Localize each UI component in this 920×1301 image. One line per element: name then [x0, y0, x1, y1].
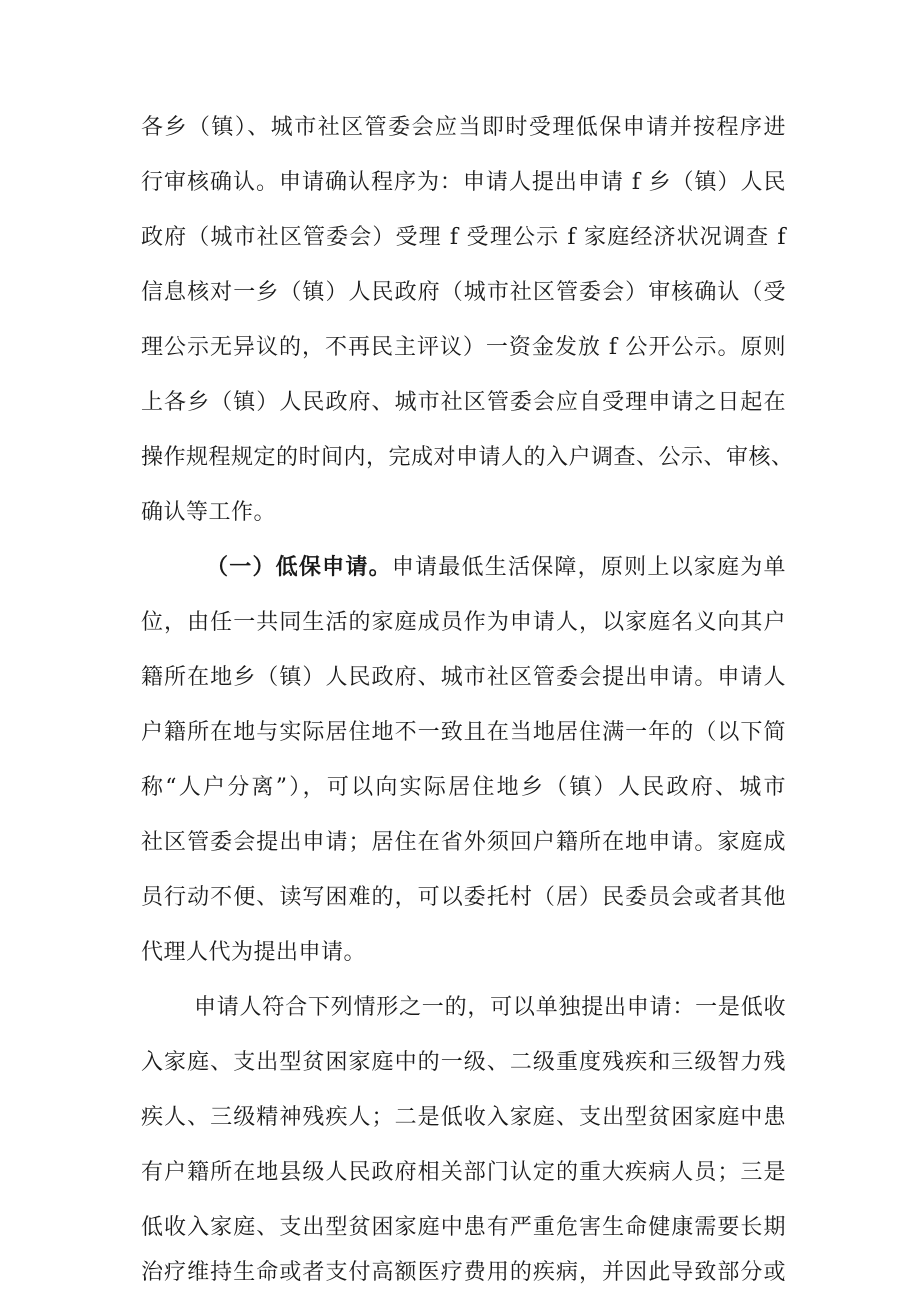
section-heading: （一）低保申请。	[206, 555, 392, 580]
paragraph-3-line-1: 申请人符合下列情形之一的，可以单独提出申请：一是低收	[194, 995, 786, 1020]
paragraph-1-line-3: 政府（城市社区管委会）受理 f 受理公示 f 家庭经济状况调查 f	[141, 225, 786, 250]
paragraph-3-line-4: 有户籍所在地县级人民政府相关部门认定的重大疾病人员；三是	[141, 1160, 786, 1185]
paragraph-2-line-4: 户籍所在地与实际居住地不一致且在当地居住满一年的（以下简	[141, 720, 786, 745]
paragraph-1-line-7: 操作规程规定的时间内，完成对申请人的入户调查、公示、审核、	[141, 445, 794, 470]
paragraph-2-line-8: 代理人代为提出申请。	[141, 940, 367, 965]
paragraph-2-line-1-text: 申请最低生活保障，原则上以家庭为单	[391, 555, 786, 580]
paragraph-3-line-3: 疾人、三级精神残疾人；二是低收入家庭、支出型贫困家庭中患	[141, 1105, 786, 1130]
paragraph-1-line-2: 行审核确认。申请确认程序为：申请人提出申请 f 乡（镇）人民	[141, 170, 786, 195]
paragraph-1-line-8: 确认等工作。	[141, 500, 277, 525]
paragraph-2-line-3: 籍所在地乡（镇）人民政府、城市社区管委会提出申请。申请人	[141, 665, 786, 690]
paragraph-1-line-4: 信息核对一乡（镇）人民政府（城市社区管委会）审核确认（受	[141, 280, 786, 305]
paragraph-2-line-5: 称“人户分离”），可以向实际居住地乡（镇）人民政府、城市	[141, 775, 786, 800]
paragraph-3-line-5: 低收入家庭、支出型贫困家庭中患有严重危害生命健康需要长期	[141, 1215, 786, 1240]
paragraph-2-line-1	[206, 548, 786, 588]
paragraph-1-line-1: 各乡（镇）、城市社区管委会应当即时受理低保申请并按程序进	[141, 115, 786, 140]
paragraph-1-line-5: 理公示无异议的，不再民主评议）一资金发放 f 公开公示。原则	[141, 335, 786, 360]
paragraph-2-line-2: 位，由任一共同生活的家庭成员作为申请人，以家庭名义向其户	[141, 610, 786, 635]
paragraph-3-line-2: 入家庭、支出型贫困家庭中的一级、二级重度残疾和三级智力残	[141, 1050, 786, 1075]
paragraph-2-line-6: 社区管委会提出申请；居住在省外须回户籍所在地申请。家庭成	[141, 830, 786, 855]
paragraph-1-line-6: 上各乡（镇）人民政府、城市社区管委会应自受理申请之日起在	[141, 390, 786, 415]
paragraph-3-line-6: 治疗维持生命或者支付高额医疗费用的疾病，并因此导致部分或	[141, 1260, 786, 1285]
paragraph-2-line-7: 员行动不便、读写困难的，可以委托村（居）民委员会或者其他	[141, 885, 786, 910]
